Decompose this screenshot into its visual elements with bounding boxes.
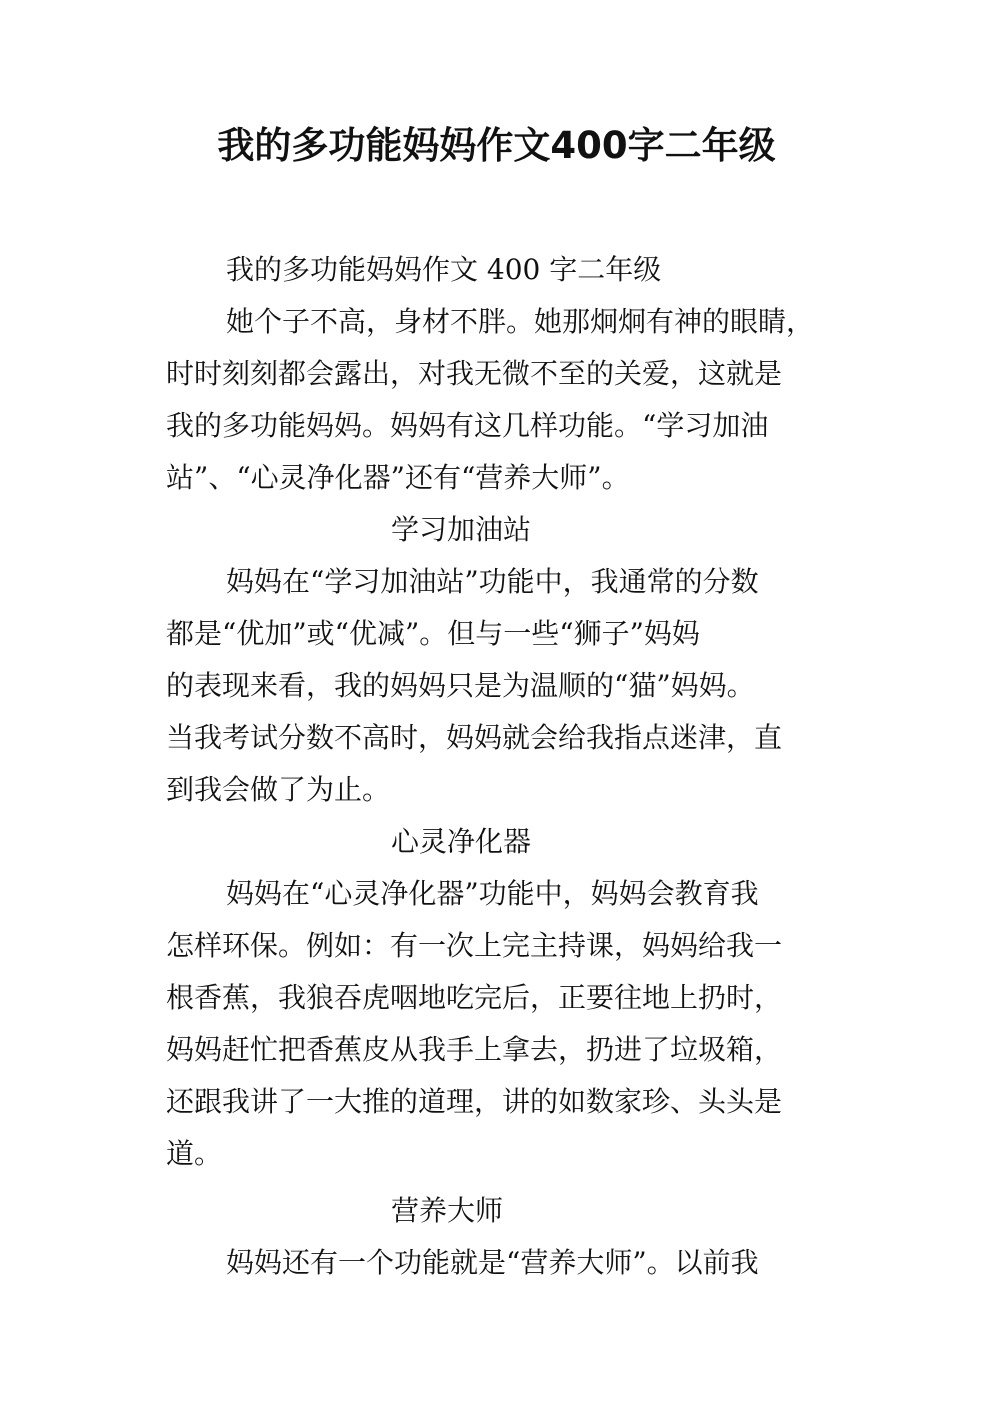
- paragraph-line: 她个子不高，身材不胖。她那炯炯有神的眼睛，: [226, 305, 815, 338]
- paragraph-line: 妈妈在“心灵净化器”功能中，妈妈会教育我: [226, 877, 759, 910]
- paragraph-line: 道。: [166, 1137, 223, 1170]
- paragraph-line: 妈妈还有一个功能就是“营养大师”。以前我: [226, 1246, 759, 1279]
- paragraph-line: 当我考试分数不高时，妈妈就会给我指点迷津，直: [166, 721, 783, 754]
- paragraph-line: 都是“优加”或“优减”。但与一些“狮子”妈妈: [166, 617, 700, 650]
- paragraph-line: 妈妈在“学习加油站”功能中，我通常的分数: [226, 565, 759, 598]
- document-title: 我的多功能妈妈作文400字二年级: [217, 124, 776, 167]
- paragraph-line: 妈妈赶忙把香蕉皮从我手上拿去，扔进了垃圾箱，: [166, 1033, 783, 1066]
- section-heading: 学习加油站: [391, 513, 532, 546]
- paragraph-line: 到我会做了为止。: [166, 773, 391, 806]
- paragraph-line: 时时刻刻都会露出，对我无微不至的关爱，这就是: [166, 357, 783, 390]
- paragraph-line: 的表现来看，我的妈妈只是为温顺的“猫”妈妈。: [166, 669, 755, 702]
- section-heading: 心灵净化器: [391, 825, 532, 858]
- paragraph-line: 怎样环保。例如：有一次上完主持课，妈妈给我一: [166, 929, 783, 962]
- paragraph-line: 站”、“心灵净化器”还有“营养大师”。: [166, 461, 630, 494]
- document-body: [166, 244, 846, 1289]
- paragraph-line: 还跟我讲了一大推的道理，讲的如数家珍、头头是: [166, 1085, 783, 1118]
- subtitle-line: 我的多功能妈妈作文 400 字二年级: [226, 253, 662, 286]
- paragraph-line: 我的多功能妈妈。妈妈有这几样功能。“学习加油: [166, 409, 769, 442]
- section-heading: 营养大师: [391, 1194, 504, 1227]
- paragraph-line: 根香蕉，我狼吞虎咽地吃完后，正要往地上扔时，: [166, 981, 783, 1014]
